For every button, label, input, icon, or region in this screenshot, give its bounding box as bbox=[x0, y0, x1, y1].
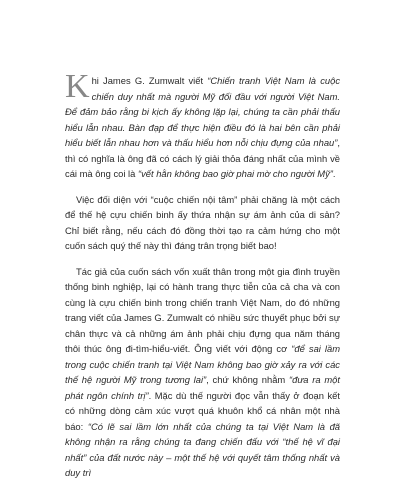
text-segment: , thì có nghĩa là ông đã có cách lý giải thỏa đáng nhất của mình về cái mà ông coi là bbox=[65, 137, 340, 179]
text-segment: , chứ không nhằm bbox=[206, 374, 290, 385]
text-segment: . Mặc dù thế người đọc vẫn thấy ở đoạn kết có những dòng cảm xúc vượt quá khuôn khổ cá nhân một nhà báo: bbox=[65, 389, 340, 432]
quote-segment: “Có lẽ sai lầm lớn nhất của chúng ta tại Việt Nam là đã không nhận ra rằng chúng ta đang chiến đấu với “thế hệ vĩ đại nhất” của đất nước này – một thế hệ với quyết tâm thống nhất và duy trì bbox=[65, 420, 340, 478]
paragraph-3 bbox=[65, 264, 340, 481]
text-segment: hi James G. Zumwalt viết bbox=[91, 75, 208, 86]
paragraph-2 bbox=[65, 192, 340, 254]
quote-segment: “để sai lầm trong cuộc chiến tranh tại Việt Nam không bao giờ xảy ra với các thế hệ người Mỹ trong tương lai” bbox=[65, 343, 341, 385]
paragraph-1 bbox=[65, 68, 341, 182]
quote-segment: “đưa ra một phát ngôn chính trị” bbox=[65, 374, 340, 401]
quote-segment: “Chiến tranh Việt Nam là cuộc chiến duy nhất mà người Mỹ đối đầu với người Việt Nam. Để đảm bảo rằng bi kịch ấy không lặp lại, chúng ta cần phải thấu hiểu lẫn nhau. Bàn đạp để thực hiện điều đó là hai bên cần phải hiểu biết lẫn nhau hơn và thấu hiểu hơn nỗi chịu đựng của nhau” bbox=[65, 75, 341, 148]
body-text bbox=[65, 68, 341, 491]
drop-cap: K bbox=[65, 68, 90, 105]
text-segment: Tác giả của cuốn sách vốn xuất thân trong một gia đình truyền thống binh nghiệp, lại có hành trang thực tiễn của cả cha và con cùng là cựu chiến binh trong chiến tranh Việt Nam, do đó những trang viết của James G. Zumwalt có nhiều sức thuyết phục bởi sự chân thực và cả những ám ảnh phải chịu đựng qua năm tháng thôi thúc ông đi-tìm-hiểu-viết. Ông viết với động cơ bbox=[65, 265, 340, 354]
text-segment: . bbox=[332, 168, 336, 179]
text-segment: Việc đối diện với “cuộc chiến nội tâm” phải chăng là một cách để thế hệ cựu chiến binh ấy thứa nhận sự ám ảnh của di sản? Chỉ biết rằng, nếu cách đó đồng thời tạo ra cảm hứng cho một cuốn sách quý thế này thì đáng trân trọng biết bao! bbox=[65, 193, 340, 251]
quote-segment: “vết hằn không bao giờ phai mờ cho người Mỹ” bbox=[137, 168, 333, 179]
